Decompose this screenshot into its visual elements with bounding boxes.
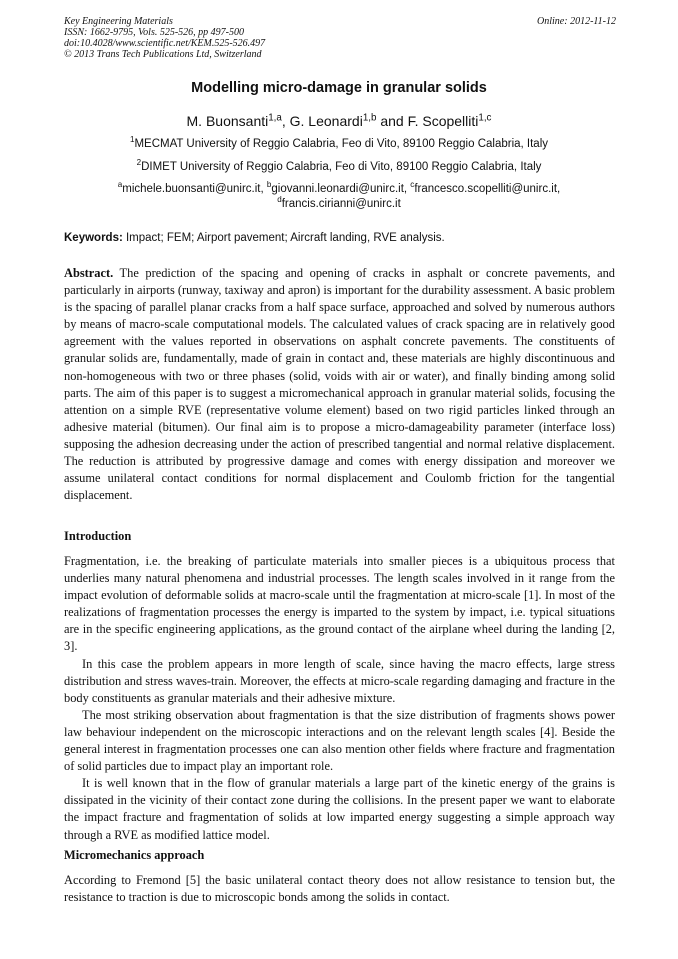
paper-title: Modelling micro-damage in granular solids — [191, 80, 487, 96]
copyright-line: © 2013 Trans Tech Publications Ltd, Switzerland — [64, 49, 262, 60]
author-separator: , — [281, 113, 290, 129]
affiliation-text: DIMET University of Reggio Calabria, Feo di Vito, 89100 Reggio Calabria, Italy — [141, 161, 542, 173]
paragraph: Fragmentation, i.e. the breaking of particulate materials into smaller pieces is a ubiquitous process that underlies many natural phenomena and industrial processes. The length scales involved in it range from the impact evolution of deformable solids at macro-scale until the fragmentation at micro-scale [1]. In most of the realizations of fragmentation processes the energy is imparted to the system by impact, i.e. typical situations are in the specific engineering applications, as the ground contact of the airplane wheel during the landing [2, 3]. — [64, 554, 615, 654]
paragraph: According to Fremond [5] the basic unilateral contact theory does not allow resistance to tension but, the resistance to traction is due to microscopic bonds among the solids in contact. — [64, 873, 615, 905]
email-link[interactable]: francis.cirianni@unirc.it — [281, 198, 401, 210]
author-sup: 1,b — [362, 112, 377, 124]
author-sup: 1,a — [268, 112, 282, 124]
email-sup: c — [410, 180, 415, 190]
email-link[interactable]: michele.buonsanti@unirc.it, — [122, 183, 267, 195]
keywords — [64, 232, 445, 244]
author-sup: 1,c — [478, 112, 492, 124]
abstract — [64, 265, 615, 504]
author-name: G. Leonardi — [289, 113, 363, 129]
affiliation-sup: 1 — [129, 135, 135, 145]
author-list — [0, 113, 678, 129]
email-sup: b — [266, 180, 272, 190]
paragraph: The most striking observation about fragmentation is that the size distribution of fragments shows power law behaviour independent on the microscopic interactions and on the relevant length scales [4]. Beside the general interest in fragmentation processes one can also mention other fields where fracture and fragmentation of solid particles due to impact play an important role. — [64, 707, 615, 774]
author-name: M. Buonsanti — [186, 113, 269, 129]
doi-line: doi:10.4028/www.scientific.net/KEM.525-526.497 — [64, 38, 266, 49]
affiliation-text: MECMAT University of Reggio Calabria, Feo di Vito, 89100 Reggio Calabria, Italy — [134, 138, 549, 150]
email-sup: d — [277, 195, 282, 205]
journal-header — [64, 16, 616, 60]
micromechanics-body — [64, 872, 615, 906]
section-heading-micromechanics: Micromechanics approach — [64, 848, 205, 862]
issn-line: ISSN: 1662-9795, Vols. 525-526, pp 497-500 — [64, 27, 244, 38]
email-list — [0, 182, 678, 212]
affiliation-sup: 2 — [136, 158, 142, 168]
abstract-text: The prediction of the spacing and opening of cracks in asphalt or concrete pavements, and particularly in airports (runway, taxiway and apron) is important for the durability assessment. A basic problem is the spacing of parallel planar cracks from a half space surface, approached and solved by numerous authors by means of macro-scale computational models. The calculated values of crack spacing are in relatively good agreement with the values reported in observations on asphalt concrete pavements. The constituents of granular solids are, fundamentally, made of grain in contact and, these materials are highly discontinuous and non-homogeneous with two or three phases (solid, voids with air or water), and finally binding among solid parts. The aim of this paper is to suggest a micromechanical approach in granular material solids, focusing the attention on a simple RVE (representative volume element) based on two rigid particles linked through an adhesive material (bitumen). Our final aim is to propose a micro-damageability parameter (interface loss) supposing the adhesion decreasing under the action of prescribed tangential and normal relative displacement. The reduction is attributed by progressive damage and comes with energy dissipation and moreover we assume unilateral contact conditions for normal displacement and Coulomb friction for the tangential displacement. — [64, 266, 615, 503]
section-heading-introduction: Introduction — [64, 529, 132, 543]
abstract-label: Abstract. — [64, 266, 114, 280]
author-name: F. Scopelliti — [407, 113, 479, 129]
email-link[interactable]: giovanni.leonardi@unirc.it, — [271, 183, 411, 195]
paragraph: It is well known that in the flow of granular materials a large part of the kinetic energy of the grains is dissipated in the vicinity of their contact zone during the collisions. In the present paper we want to elaborate the impact fracture and fragmentation of solids at low imparted energy suggesting a simple approach way through a RVE as modified lattice model. — [64, 776, 615, 842]
paragraph: In this case the problem appears in more length of scale, since having the macro effects, large stress distribution and stress waves-train. Moreover, the effects at micro-scale regarding damaging and fracture in the body constituents as granular materials and their adhesive mixture. — [64, 656, 615, 705]
author-separator: and — [376, 113, 408, 129]
introduction-body — [64, 553, 615, 844]
affiliation-1 — [0, 137, 678, 152]
email-sup: a — [117, 180, 123, 190]
keywords-label: Keywords: — [64, 232, 123, 244]
online-date: Online: 2012-11-12 — [537, 16, 616, 27]
affiliation-2 — [0, 160, 678, 175]
journal-name: Key Engineering Materials — [64, 16, 173, 27]
keywords-text: Impact; FEM; Airport pavement; Aircraft landing, RVE analysis. — [122, 232, 445, 244]
email-link[interactable]: francesco.scopelliti@unirc.it, — [414, 183, 561, 195]
